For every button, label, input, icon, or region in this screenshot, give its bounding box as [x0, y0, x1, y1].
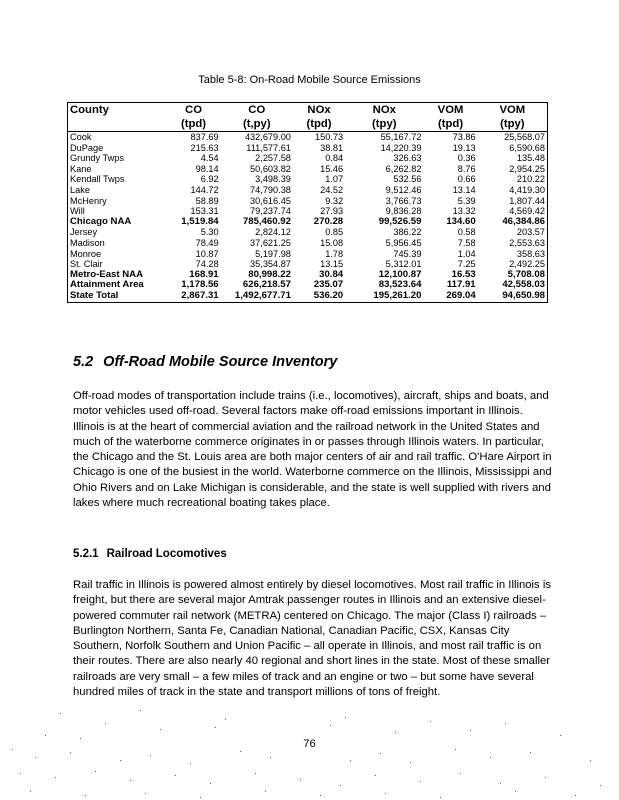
value-cell: 195,261.20: [345, 291, 423, 302]
value-cell: 2,553.63: [509, 237, 545, 248]
value-cell: 13.15: [320, 259, 344, 270]
value-cell: 79,237.74: [250, 206, 291, 217]
value-cell: 35,354.87: [250, 259, 291, 270]
county-cell: Monroe: [70, 248, 102, 259]
value-cell: 168.91: [189, 268, 219, 280]
value-cell: 30.84: [319, 268, 344, 280]
value-cell: 24.52: [320, 184, 344, 195]
value-cell: 8.76: [457, 163, 476, 174]
header-co-tpy: CO: [248, 104, 266, 116]
value-cell: 15.08: [320, 237, 344, 248]
table-header-row: [68, 103, 547, 117]
value-cell: 326.63: [393, 153, 422, 164]
table-row: [68, 291, 547, 302]
value-cell: 5,708.08: [507, 268, 545, 280]
value-cell: 5.39: [457, 195, 476, 206]
value-cell: 4,419.30: [509, 184, 545, 195]
value-cell: 134.60: [446, 215, 476, 227]
value-cell: 83,523.64: [378, 279, 422, 291]
value-cell: 99,526.59: [378, 215, 422, 227]
unit-vom-tpy: (tpy): [478, 117, 547, 132]
value-cell: 536.20: [293, 291, 345, 302]
emissions-table: [68, 103, 547, 303]
value-cell: 1,807.44: [509, 195, 545, 206]
unit-nox-tpd: (tpd): [293, 117, 345, 132]
value-cell: 837.69: [190, 132, 219, 142]
value-cell: 358.63: [516, 248, 545, 259]
page-number: 76: [303, 738, 316, 750]
paragraph-railroad: Rail traffic in Illinois is powered almost entirely by diesel locomotives. Most rail traffic in Illinois is freight, but there are several major Amtrak passenger routes in Illinois and an extensive diesel-powered commuter rail network (METRA) centered on Chicago. The major (Class I) railroads – Burlington Northern, Santa Fe, Canadian National, Canadian Pacific, CSX, Kansas City Southern, Norfolk Southern and Union Pacific – all operate in Illinois, and most rail traffic is on their routes. There are also nearly 40 regional and short lines in the state. Most of these smaller railroads are very small – a few miles of track and an engine or two – but some have several hundred miles of track in the state and transport millions of tons of freight.: [73, 579, 551, 699]
county-cell: McHenry: [70, 195, 107, 206]
value-cell: 7.58: [457, 237, 476, 248]
emissions-table-container: [67, 102, 548, 303]
value-cell: 785,460.92: [242, 215, 291, 227]
value-cell: 0.36: [457, 153, 476, 164]
value-cell: 37,621.25: [250, 237, 291, 248]
county-cell: Kendall Twps: [70, 174, 125, 185]
value-cell: 111,577.61: [246, 142, 291, 153]
table-row: [68, 132, 547, 143]
value-cell: 9,512.46: [385, 184, 422, 195]
value-cell: 78.49: [195, 237, 219, 248]
table-row: [68, 143, 547, 154]
value-cell: 2,824.12: [255, 227, 291, 238]
value-cell: 386.22: [393, 227, 422, 238]
value-cell: 5,197.98: [255, 248, 291, 259]
county-cell: Madison: [70, 237, 105, 248]
value-cell: 5.30: [200, 227, 219, 238]
table-row: [68, 217, 547, 228]
value-cell: 27.93: [320, 206, 344, 217]
value-cell: 4,569.42: [509, 206, 545, 217]
value-cell: 73.86: [452, 132, 476, 142]
header-co-tpd: CO: [185, 104, 202, 116]
value-cell: 98.14: [195, 163, 219, 174]
value-cell: 0.84: [325, 153, 344, 164]
value-cell: 14,220.39: [380, 142, 422, 153]
county-cell: Grundy Twps: [70, 153, 124, 164]
value-cell: 19.13: [452, 142, 476, 153]
value-cell: 42,558.03: [502, 279, 545, 291]
value-cell: 13.32: [452, 206, 476, 217]
county-cell: State Total: [68, 291, 166, 302]
unit-vom-tpd: (tpd): [423, 117, 477, 132]
value-cell: 55,167.72: [380, 132, 422, 142]
value-cell: 3,766.73: [385, 195, 422, 206]
value-cell: 117.91: [446, 279, 476, 291]
section-number: 5.2: [73, 354, 94, 370]
county-cell: Will: [70, 206, 85, 217]
value-cell: 210.22: [516, 174, 545, 185]
table-row: [68, 196, 547, 207]
value-cell: 9,836.28: [385, 206, 422, 217]
value-cell: 203.57: [516, 227, 545, 238]
value-cell: 0.66: [457, 174, 476, 185]
unit-nox-tpy: (tpy): [345, 117, 423, 132]
value-cell: 1.04: [457, 248, 476, 259]
county-cell: Jersey: [70, 227, 98, 238]
unit-co-tpd: (tpd): [166, 117, 220, 132]
unit-co-tpy: (t,py): [221, 117, 293, 132]
section-heading-5-2: [73, 354, 337, 370]
value-cell: 0.85: [325, 227, 344, 238]
header-nox-tpy: NOx: [372, 104, 396, 116]
value-cell: 9.32: [325, 195, 344, 206]
header-nox-tpd: NOx: [307, 104, 331, 116]
value-cell: 135.48: [516, 153, 545, 164]
value-cell: 38.81: [320, 142, 344, 153]
value-cell: 6.92: [200, 174, 219, 185]
value-cell: 235.07: [313, 279, 344, 291]
table-row: [68, 227, 547, 238]
county-cell: DuPage: [70, 142, 104, 153]
value-cell: 2,954.25: [509, 163, 545, 174]
value-cell: 13.14: [452, 184, 476, 195]
table-row: [68, 174, 547, 185]
value-cell: 2,867.31: [166, 291, 220, 302]
table-row: [68, 238, 547, 249]
section-title: Off-Road Mobile Source Inventory: [103, 354, 338, 370]
value-cell: 0.58: [457, 227, 476, 238]
value-cell: 6,262.82: [385, 163, 422, 174]
value-cell: 74.28: [195, 259, 219, 270]
value-cell: 1,178.56: [181, 279, 219, 291]
table-row: [68, 249, 547, 260]
table-row: [68, 185, 547, 196]
value-cell: 432,679.00: [244, 132, 291, 142]
value-cell: 74,790.38: [250, 184, 291, 195]
value-cell: 1.07: [325, 174, 344, 185]
value-cell: 5,312.01: [385, 259, 422, 270]
value-cell: 745.39: [393, 248, 422, 259]
table-caption: Table 5-8: On-Road Mobile Source Emissions: [198, 74, 421, 86]
table-row: [68, 153, 547, 164]
scan-noise-dots: [0, 705, 619, 800]
value-cell: 80,998.22: [248, 268, 291, 280]
value-cell: 30,616.45: [250, 195, 291, 206]
county-cell: St. Clair: [70, 259, 103, 270]
header-vom-tpy: VOM: [499, 104, 526, 116]
value-cell: 58.89: [195, 195, 219, 206]
value-cell: 25,568.07: [504, 132, 545, 142]
paragraph-off-road: Off-road modes of transportation include trains (i.e., locomotives), aircraft, ships and boats, and motor vehicles used off-road. Several factors make off-road emissions important in Illinois. Illinois is at the heart of commercial aviation and the railroad network in the United States and much of the waterborne commerce originates in or passes through Illinois waters. In particular, the Chicago and the St. Louis area are both major centers of air and rail traffic. O'Hare Airport in Chicago is one of the busiest in the world. Waterborne commerce on the Illinois, Mississippi and Ohio Rivers and on Lake Michigan is considerable, and the state is well supplied with rivers and lakes where much recreational boating takes place.: [73, 390, 552, 510]
value-cell: 1,519.84: [181, 215, 219, 227]
value-cell: 10.87: [195, 248, 219, 259]
value-cell: 12,100.87: [378, 268, 422, 280]
value-cell: 3,498.39: [255, 174, 291, 185]
value-cell: 626,218.57: [242, 279, 291, 291]
value-cell: 269.04: [423, 291, 477, 302]
value-cell: 46,384.86: [502, 215, 545, 227]
county-cell: Chicago NAA: [70, 215, 132, 227]
county-cell: Lake: [70, 184, 90, 195]
subsection-number: 5.2.1: [73, 548, 99, 560]
table-row: [68, 164, 547, 175]
value-cell: 94,650.98: [478, 291, 547, 302]
section-heading-5-2-1: [73, 548, 227, 560]
county-cell: Metro-East NAA: [70, 268, 144, 280]
subsection-title: Railroad Locomotives: [106, 548, 227, 560]
table-units-row: [68, 117, 547, 132]
county-cell: Kane: [70, 163, 92, 174]
value-cell: 16.53: [451, 268, 476, 280]
value-cell: 15.46: [320, 163, 344, 174]
value-cell: 50,603.82: [250, 163, 291, 174]
value-cell: 4.54: [200, 153, 219, 164]
value-cell: 2,257.58: [255, 153, 291, 164]
table-body: [68, 132, 547, 303]
value-cell: 215.63: [190, 142, 219, 153]
header-county: County: [70, 104, 109, 116]
value-cell: 270.28: [313, 215, 344, 227]
value-cell: 6,590.68: [509, 142, 545, 153]
unit-county: [68, 117, 166, 132]
value-cell: 1,492,677.71: [221, 291, 293, 302]
value-cell: 150.73: [315, 132, 344, 142]
value-cell: 144.72: [190, 184, 219, 195]
county-cell: Cook: [70, 132, 92, 142]
value-cell: 153.31: [190, 206, 219, 217]
value-cell: 5,956.45: [385, 237, 422, 248]
header-vom-tpd: VOM: [437, 104, 464, 116]
value-cell: 2,492.25: [509, 259, 545, 270]
value-cell: 1.78: [325, 248, 344, 259]
value-cell: 7.25: [457, 259, 476, 270]
value-cell: 532.56: [393, 174, 422, 185]
county-cell: Attainment Area: [70, 279, 144, 291]
